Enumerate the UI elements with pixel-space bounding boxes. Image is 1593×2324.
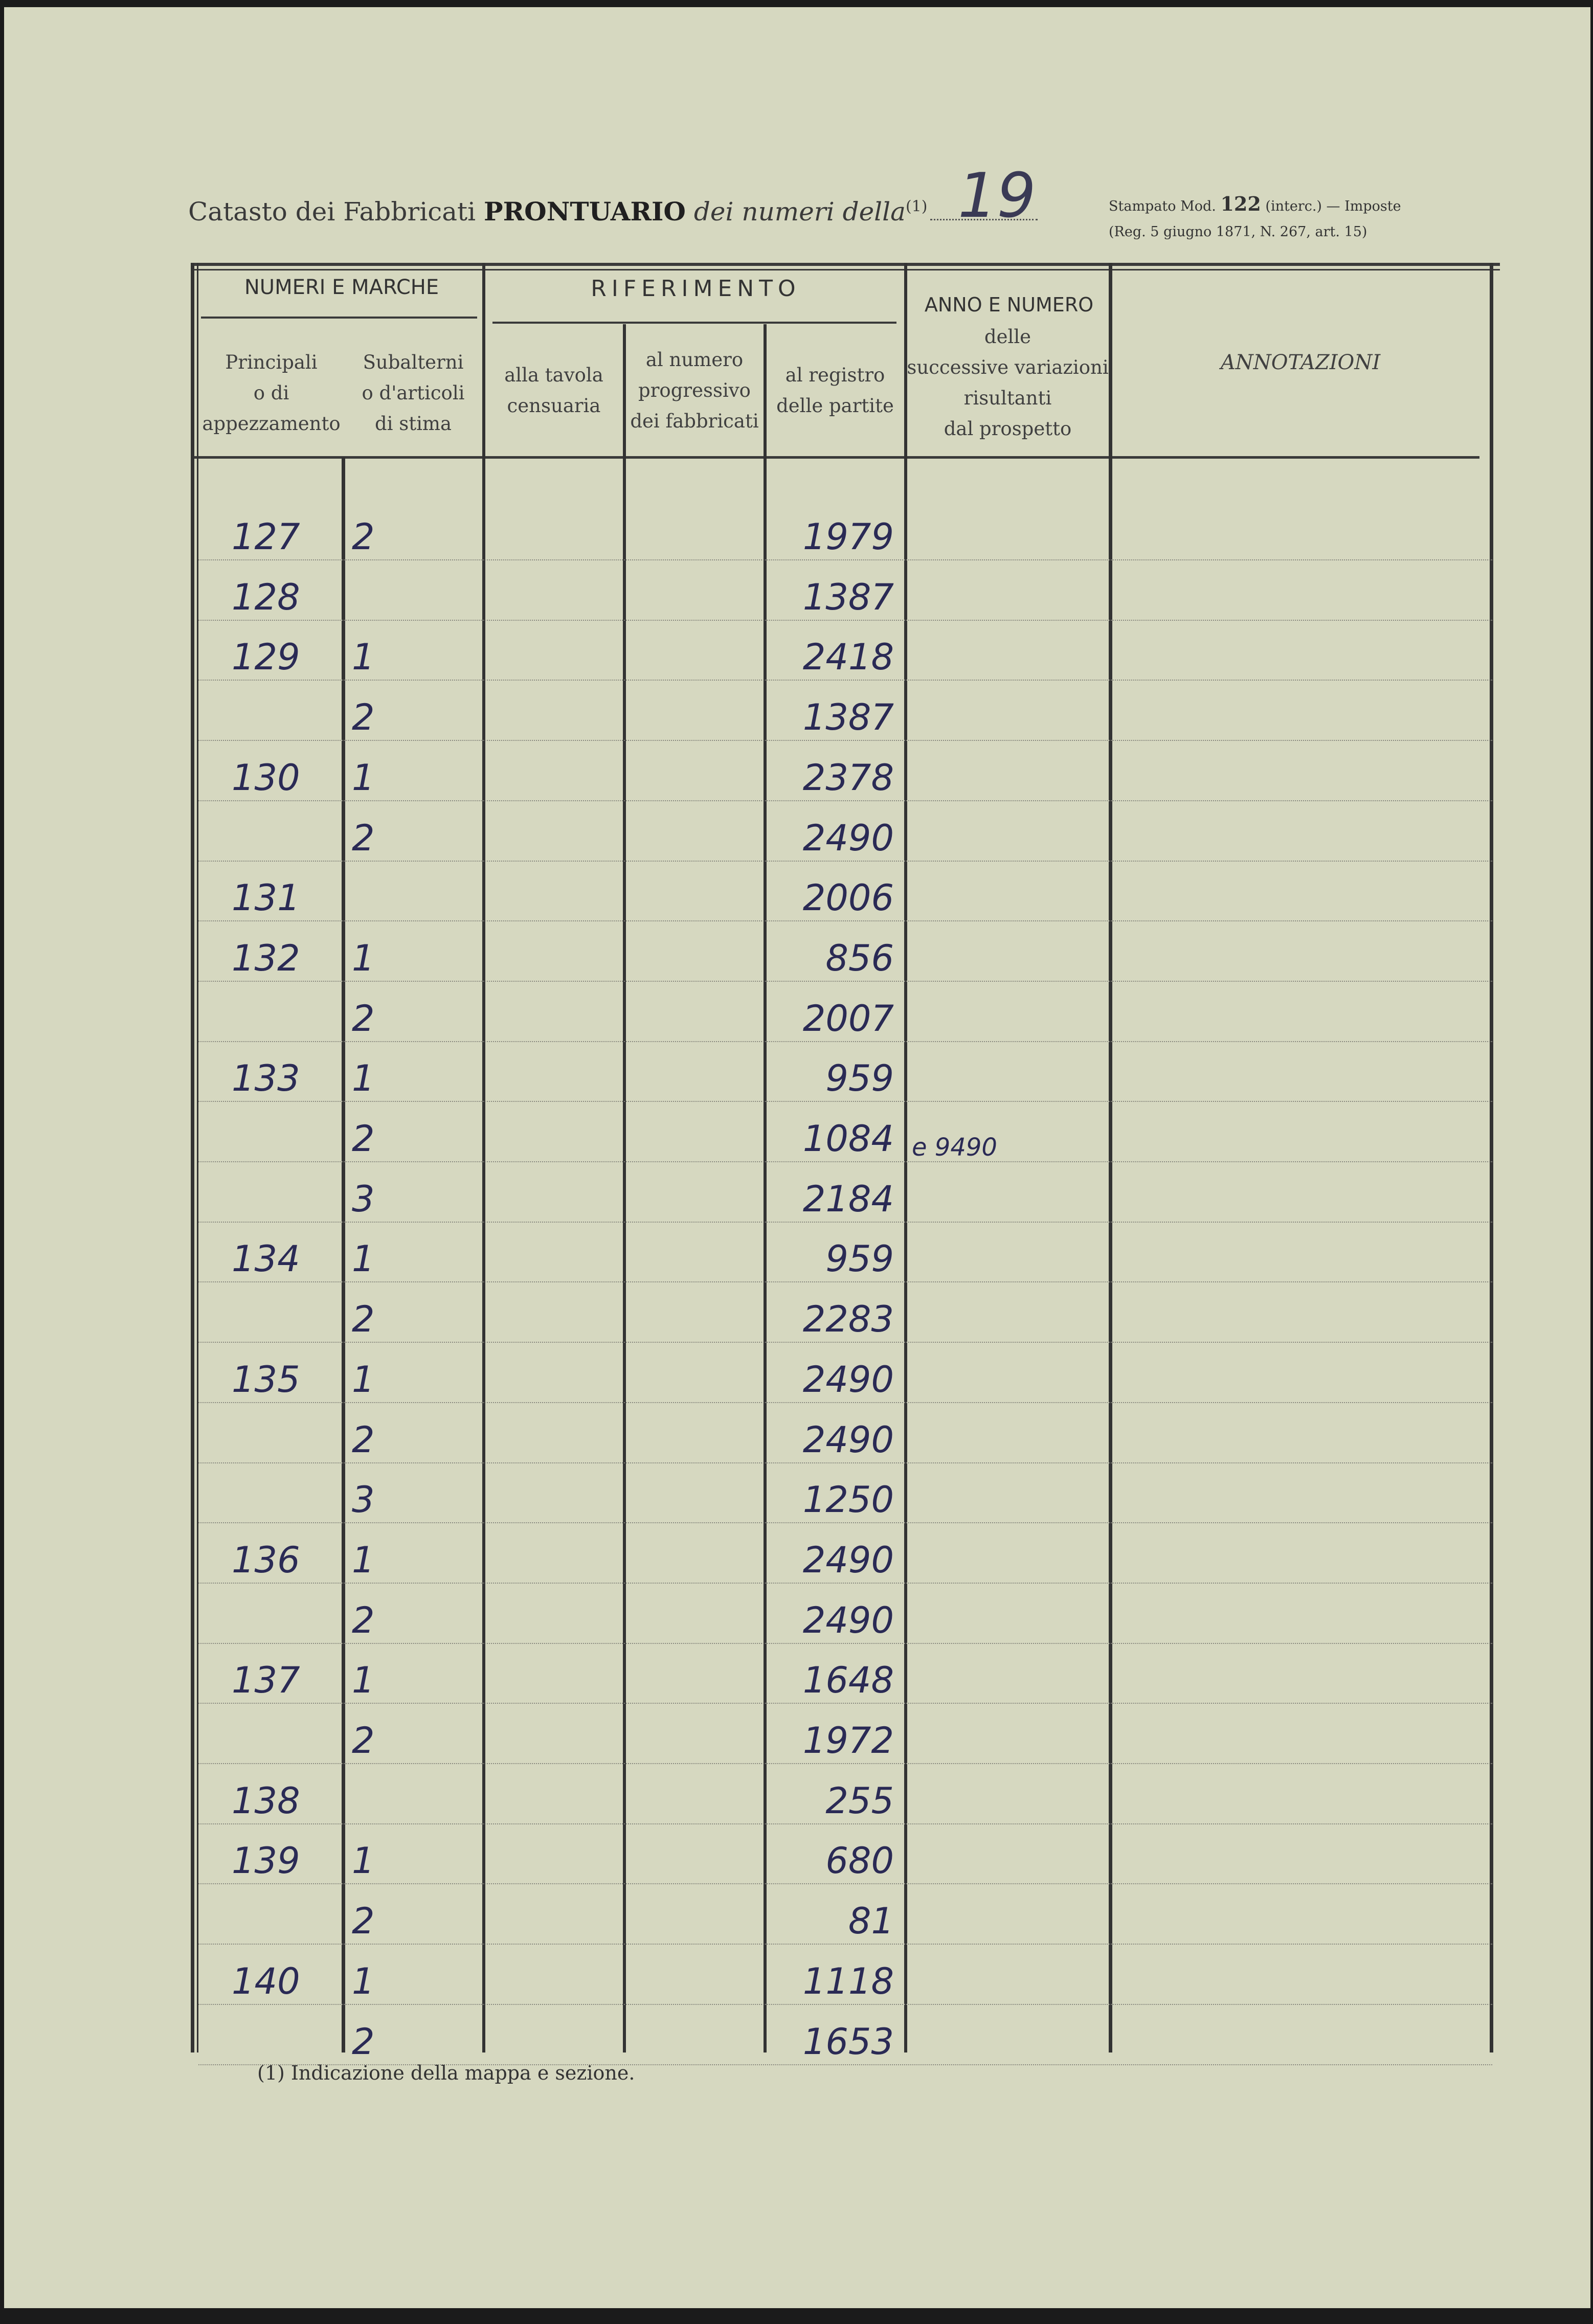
col-principali <box>198 347 344 439</box>
col-tavola-line: alla tavola <box>504 364 603 386</box>
col-tavola-line: censuaria <box>507 395 601 417</box>
row-rule <box>198 1101 1492 1102</box>
footnote: (1) Indicazione della mappa e sezione. <box>257 2062 635 2084</box>
cell-subalterno: 1 <box>352 1840 375 1882</box>
anno-detail-line: delle <box>984 326 1031 348</box>
cell-subalterno: 2 <box>352 817 375 859</box>
cell-registro: 1972 <box>802 1720 894 1762</box>
row-rule <box>198 1342 1492 1343</box>
col-progressivo-line: al numero <box>645 349 744 371</box>
row-rule <box>198 1402 1492 1403</box>
anno-detail-line: risultanti <box>963 387 1052 409</box>
cell-principale: 134 <box>232 1238 300 1280</box>
anno-detail-line: dal prospetto <box>944 418 1072 440</box>
cell-subalterno: 1 <box>352 937 375 979</box>
cell-subalterno: 2 <box>352 1418 375 1461</box>
cell-principale: 138 <box>232 1779 300 1822</box>
cell-registro: 959 <box>825 1057 894 1100</box>
cell-registro: 2418 <box>802 636 894 679</box>
cell-subalterno: 1 <box>352 1960 375 2002</box>
group-riferimento: RIFERIMENTO <box>591 276 801 302</box>
cell-registro: 959 <box>825 1238 894 1280</box>
cell-registro: 2490 <box>802 1418 894 1461</box>
cell-registro: 2007 <box>802 997 894 1040</box>
row-rule <box>198 1462 1492 1463</box>
form-title <box>188 196 1038 227</box>
row-rule <box>198 1041 1492 1042</box>
cell-principale: 129 <box>232 636 300 679</box>
cell-subalterno: 1 <box>352 636 375 679</box>
row-rule <box>198 1763 1492 1764</box>
handwritten-form-number: 19 <box>958 161 1036 232</box>
col-registro <box>766 360 904 421</box>
row-rule <box>198 920 1492 921</box>
cell-registro: 81 <box>848 1900 894 1943</box>
cell-subalterno: 1 <box>352 756 375 799</box>
cell-registro: 1250 <box>802 1479 894 1521</box>
row-rule <box>198 861 1492 862</box>
cell-principale: 135 <box>232 1358 300 1401</box>
anno-numero-detail <box>907 322 1109 444</box>
title-prefix: Catasto dei Fabbricati <box>188 197 476 227</box>
cell-principale: 130 <box>232 756 300 799</box>
cell-principale: 131 <box>232 877 300 919</box>
model-number: 122 <box>1220 192 1261 215</box>
cell-subalterno: 1 <box>352 1238 375 1280</box>
col-registro-line: al registro <box>785 364 885 386</box>
row-rule <box>198 1161 1492 1162</box>
cell-subalterno: 2 <box>352 997 375 1040</box>
group-anno-numero: ANNO E NUMERO <box>924 294 1094 316</box>
cell-subalterno: 2 <box>352 1298 375 1341</box>
cell-subalterno: 1 <box>352 1358 375 1401</box>
cell-subalterno: 1 <box>352 1659 375 1702</box>
cell-subalterno: 2 <box>352 1720 375 1762</box>
cell-registro: 1387 <box>802 696 894 739</box>
row-rule <box>198 1703 1492 1704</box>
col-principali-line: appezzamento <box>202 413 341 435</box>
cell-registro: 2378 <box>802 756 894 799</box>
cell-subalterno: 3 <box>352 1178 375 1220</box>
cell-registro: 1118 <box>802 1960 894 2002</box>
cell-principale: 137 <box>232 1659 300 1702</box>
row-rule <box>198 1643 1492 1644</box>
model-reference <box>1109 191 1401 245</box>
cell-principale: 127 <box>232 516 300 558</box>
row-rule <box>198 1823 1492 1824</box>
cell-principale: 136 <box>232 1539 300 1581</box>
cell-registro: 1979 <box>802 516 894 558</box>
row-rule <box>198 559 1492 560</box>
col-principali-line: Principali <box>225 351 318 373</box>
cell-subalterno: 3 <box>352 1479 375 1521</box>
cell-registro: 2490 <box>802 1599 894 1641</box>
row-rule <box>198 620 1492 621</box>
row-rule <box>198 740 1492 741</box>
registry-table <box>191 263 1500 2063</box>
col-progressivo <box>625 345 764 437</box>
model-prefix: Stampato Mod. <box>1109 198 1216 214</box>
row-rule <box>198 680 1492 681</box>
cell-registro: 1648 <box>802 1659 894 1702</box>
row-rule <box>198 1583 1492 1584</box>
col-subalterni-line: di stima <box>374 413 452 435</box>
cell-registro: 856 <box>825 937 894 979</box>
cell-variazioni: e 9490 <box>912 1133 997 1162</box>
cell-registro: 1084 <box>802 1118 894 1160</box>
cell-principale: 128 <box>232 576 300 618</box>
row-rule <box>198 2004 1492 2005</box>
row-rule <box>198 1944 1492 1945</box>
row-rule <box>198 1522 1492 1523</box>
row-rule <box>198 981 1492 982</box>
cell-subalterno: 1 <box>352 1057 375 1100</box>
col-registro-line: delle partite <box>776 395 894 417</box>
col-principali-line: o di <box>253 382 289 404</box>
cell-registro: 2490 <box>802 1358 894 1401</box>
col-subalterni-line: o d'articoli <box>362 382 465 404</box>
title-italic: dei numeri della <box>693 197 906 227</box>
cell-registro: 2283 <box>802 1298 894 1341</box>
cell-subalterno: 2 <box>352 2020 375 2063</box>
anno-detail-line: successive variazioni <box>907 356 1109 378</box>
cell-subalterno: 2 <box>352 1900 375 1943</box>
col-subalterni-line: Subalterni <box>363 351 464 373</box>
col-tavola <box>485 360 623 421</box>
cell-subalterno: 2 <box>352 1118 375 1160</box>
cell-subalterno: 2 <box>352 696 375 739</box>
cell-principale: 140 <box>232 1960 300 2002</box>
row-rule <box>198 800 1492 801</box>
cell-subalterno: 2 <box>352 516 375 558</box>
cell-registro: 1653 <box>802 2020 894 2063</box>
cell-registro: 1387 <box>802 576 894 618</box>
row-rule <box>198 1222 1492 1223</box>
cell-registro: 680 <box>825 1840 894 1882</box>
model-suffix: (interc.) — Imposte <box>1265 198 1401 214</box>
model-line-1 <box>1109 191 1401 219</box>
group-numeri-marche: NUMERI E MARCHE <box>244 276 439 299</box>
cell-principale: 133 <box>232 1057 300 1100</box>
cell-registro: 2184 <box>802 1178 894 1220</box>
cell-registro: 255 <box>825 1779 894 1822</box>
title-bold: PRONTUARIO <box>484 196 686 227</box>
col-progressivo-line: progressivo <box>638 379 751 401</box>
model-line-2: (Reg. 5 giugno 1871, N. 267, art. 15) <box>1109 224 1367 240</box>
group-annotazioni: ANNOTAZIONI <box>1220 351 1381 374</box>
col-subalterni <box>344 347 482 439</box>
form-sheet <box>4 7 1590 2308</box>
cell-subalterno: 2 <box>352 1599 375 1641</box>
cell-registro: 2006 <box>802 877 894 919</box>
cell-subalterno: 1 <box>352 1539 375 1581</box>
row-rule <box>198 1281 1492 1282</box>
cell-registro: 2490 <box>802 1539 894 1581</box>
cell-principale: 132 <box>232 937 300 979</box>
cell-registro: 2490 <box>802 817 894 859</box>
footnote-mark: (1) <box>905 197 928 216</box>
col-progressivo-line: dei fabbricati <box>630 410 759 432</box>
row-rule <box>198 1883 1492 1884</box>
cell-principale: 139 <box>232 1840 300 1882</box>
